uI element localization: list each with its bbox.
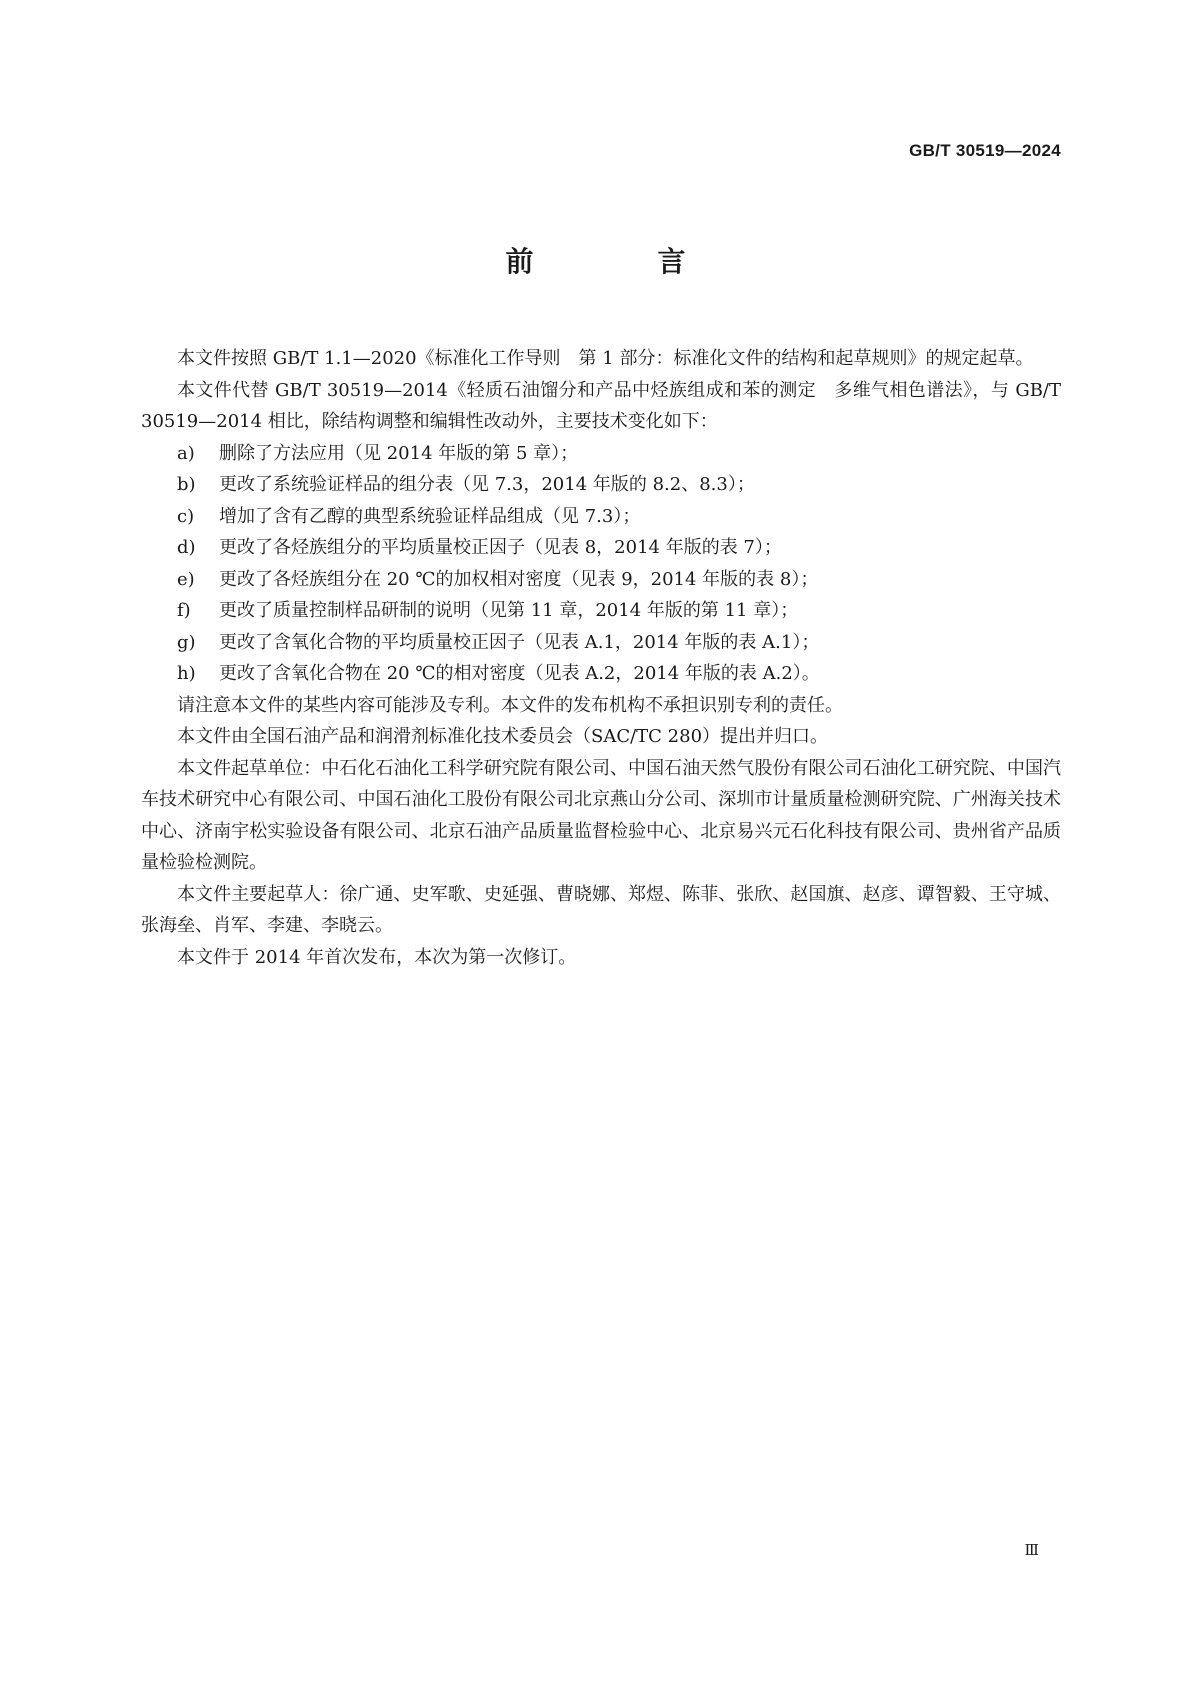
foreword-body [141, 343, 1061, 973]
list-marker: h) [177, 663, 196, 684]
list-marker: e) [177, 568, 195, 590]
list-item-text: 删除了方法应用（见 2014 年版的第 5 章）； [219, 442, 579, 464]
list-item-text: 更改了各烃族组分在 20 ℃的加权相对密度（见表 9，2014 年版的表 8）； [219, 568, 819, 590]
list-item-text: 更改了系统验证样品的组分表（见 7.3，2014 年版的 8.2、8.3）； [219, 474, 755, 495]
list-item-text: 更改了质量控制样品研制的说明（见第 11 章，2014 年版的第 11 章）； [219, 600, 799, 621]
list-marker: c) [177, 505, 195, 527]
list-item [141, 532, 1061, 564]
list-item [141, 627, 1061, 659]
list-marker: b) [177, 474, 196, 495]
paragraph-drafters: 本文件主要起草人：徐广通、史军歌、史延强、曹晓娜、郑煜、陈菲、张欣、赵国旗、赵彦、谭智毅、王守城、张海垒、肖军、李建、李晓云。 [141, 883, 1061, 936]
paragraph-drafting-rules: 本文件按照 GB/T 1.1—2020《标准化工作导则 第 1 部分：标准化文件的结构和起草规则》的规定起草。 [177, 348, 1034, 369]
list-marker: d) [177, 537, 196, 558]
list-item [141, 438, 1061, 470]
page-title: 前 言 [505, 245, 734, 278]
list-item-text: 更改了含氧化合物的平均质量校正因子（见表 A.1，2014 年版的表 A.1）； [219, 631, 820, 653]
list-marker: a) [177, 442, 195, 464]
list-item [141, 595, 1061, 627]
paragraph-committee: 本文件由全国石油产品和润滑剂标准化技术委员会（SAC/TC 280）提出并归口。 [177, 726, 829, 747]
list-item-text: 增加了含有乙醇的典型系统验证样品组成（见 7.3）； [219, 505, 641, 527]
paragraph-revision-history: 本文件于 2014 年首次发布，本次为第一次修订。 [177, 946, 577, 968]
list-marker: f) [177, 600, 191, 621]
list-item-text: 更改了各烃族组分的平均质量校正因子（见表 8，2014 年版的表 7）； [219, 537, 782, 558]
standard-number: GB/T 30519—2024 [909, 141, 1061, 160]
list-item [141, 658, 1061, 690]
paragraph-replacement: 本文件代替 GB/T 30519—2014《轻质石油馏分和产品中烃族组成和苯的测定 多维气相色谱法》，与 GB/T 30519—2014 相比，除结构调整和编辑性改动外，主要技术变化如下： [141, 379, 1061, 432]
list-item [141, 469, 1061, 501]
changes-list [141, 438, 1061, 690]
list-item [141, 501, 1061, 533]
page-number: Ⅲ [1024, 1541, 1039, 1559]
list-item [141, 564, 1061, 596]
list-marker: g) [177, 631, 196, 653]
paragraph-patent-notice: 请注意本文件的某些内容可能涉及专利。本文件的发布机构不承担识别专利的责任。 [177, 694, 843, 716]
paragraph-drafting-units: 本文件起草单位：中石化石油化工科学研究院有限公司、中国石油天然气股份有限公司石油化工研究院、中国汽车技术研究中心有限公司、中国石油化工股份有限公司北京燕山分公司、深圳市计量质量检测研究院、广州海关技术中心、济南宇松实验设备有限公司、北京石油产品质量监督检验中心、北京易兴元石化科技有限公司、贵州省产品质量检验检测院。 [141, 757, 1061, 873]
list-item-text: 更改了含氧化合物在 20 ℃的相对密度（见表 A.2，2014 年版的表 A.2）。 [219, 663, 820, 684]
